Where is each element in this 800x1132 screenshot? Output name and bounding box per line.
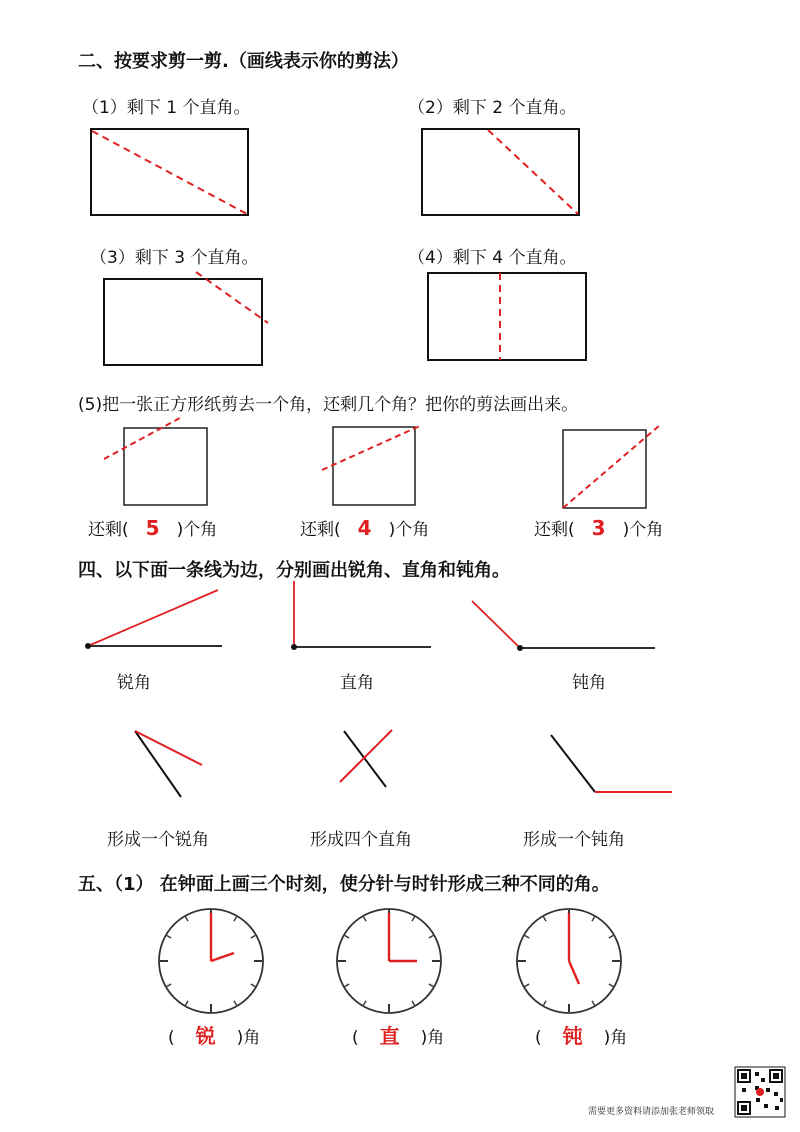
clock-right [337, 909, 441, 1013]
clock-tick [251, 984, 255, 987]
label-acute: 锐角 [117, 673, 151, 693]
answer-remain-2: 4 [357, 516, 372, 540]
vertex-dot-obtuse [517, 645, 523, 651]
cut-line-2 [488, 130, 578, 214]
clock-tick [345, 936, 349, 939]
form-obtuse-label: 形成一个钝角 [523, 830, 625, 850]
form-obtuse-black [551, 735, 595, 792]
clock-tick [412, 1001, 415, 1005]
clock-tick [429, 984, 433, 987]
clock-answer-2: 直 [379, 1024, 400, 1048]
obtuse-side [472, 601, 520, 648]
footer-text: 需要更多资料请添加张老师领取 [588, 1107, 715, 1117]
square-1 [124, 428, 207, 505]
qr-code [735, 1067, 785, 1117]
remain-suffix: )个角 [622, 520, 664, 540]
acute-side [88, 590, 218, 646]
remain-prefix: 还剩( [88, 520, 129, 540]
paren-close: )角 [603, 1028, 628, 1048]
section5-title: 五、（1） 在钟面上画三个时刻，使分针与时针形成三种不同的角。 [78, 874, 610, 895]
form-right-label: 形成四个直角 [310, 830, 412, 850]
paren-close: )角 [420, 1028, 445, 1048]
clock-tick [251, 936, 255, 939]
cut-line-1 [92, 131, 247, 214]
clock-acute [159, 909, 263, 1013]
square-2 [333, 427, 415, 505]
remain-prefix: 还剩( [534, 520, 575, 540]
remain-suffix: )个角 [388, 520, 430, 540]
form-right-black [344, 731, 386, 787]
form-acute-red [135, 731, 202, 765]
clock-tick [592, 1001, 595, 1005]
clock-tick [364, 1001, 367, 1005]
clock-tick [364, 917, 367, 921]
paren-open: ( [168, 1028, 175, 1048]
clock-obtuse [517, 909, 621, 1013]
clock-answer-3: 钝 [562, 1024, 583, 1048]
form-acute-label: 形成一个锐角 [107, 830, 209, 850]
clock-tick [544, 917, 547, 921]
clock-tick [429, 936, 433, 939]
clock-tick [234, 1001, 237, 1005]
item4-label: （4）剩下 4 个直角。 [408, 248, 577, 268]
clock-tick [609, 936, 613, 939]
answer-remain-3: 3 [591, 516, 606, 540]
clock-tick [525, 936, 529, 939]
paren-close: )角 [236, 1028, 261, 1048]
paren-open: ( [352, 1028, 359, 1048]
clock-tick [234, 917, 237, 921]
square-3 [563, 430, 646, 508]
paren-open: ( [535, 1028, 542, 1048]
vertex-dot-acute [85, 643, 91, 649]
section2-title: 二、按要求剪一剪.（画线表示你的剪法） [78, 51, 409, 72]
clock-tick [186, 917, 189, 921]
vertex-dot-right [291, 644, 297, 650]
square-cut-1 [104, 418, 180, 459]
rect-3 [104, 279, 262, 365]
clock-tick [592, 917, 595, 921]
section4-title: 四、以下面一条线为边，分别画出锐角、直角和钝角。 [78, 560, 510, 581]
hour-hand [569, 961, 579, 984]
clock-answer-1: 锐 [195, 1024, 216, 1048]
clock-tick [544, 1001, 547, 1005]
form-right-red [340, 730, 392, 782]
clock-tick [186, 1001, 189, 1005]
label-obtuse: 钝角 [572, 673, 606, 693]
item3-label: （3）剩下 3 个直角。 [90, 248, 259, 268]
clock-tick [525, 984, 529, 987]
square-cut-2 [322, 425, 422, 470]
answer-remain-1: 5 [145, 516, 160, 540]
clock-tick [167, 984, 171, 987]
hour-hand [211, 953, 234, 961]
item2-label: （2）剩下 2 个直角。 [408, 98, 577, 118]
rect-4 [428, 273, 586, 360]
form-acute-black [135, 731, 181, 797]
clock-tick [609, 984, 613, 987]
q5-label: (5)把一张正方形纸剪去一个角，还剩几个角？把你的剪法画出来。 [78, 395, 579, 415]
remain-suffix: )个角 [176, 520, 218, 540]
clock-tick [167, 936, 171, 939]
remain-prefix: 还剩( [300, 520, 341, 540]
item1-label: （1）剩下 1 个直角。 [82, 98, 251, 118]
clock-tick [345, 984, 349, 987]
label-right: 直角 [340, 673, 374, 693]
clock-tick [412, 917, 415, 921]
